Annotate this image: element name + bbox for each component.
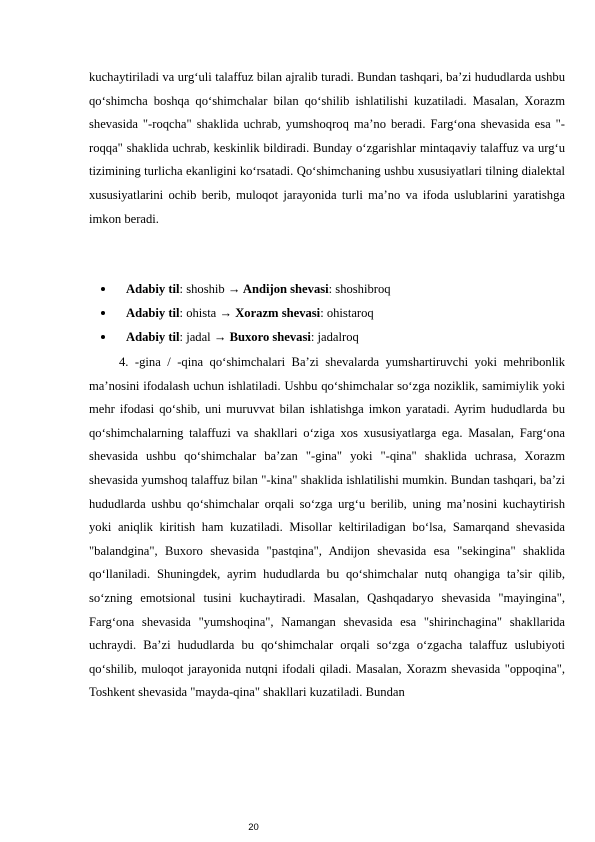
bullet-icon: [101, 287, 105, 291]
dialect-label: Buxoro shevasi: [229, 330, 311, 344]
literary-label: Adabiy til: [126, 330, 180, 344]
paragraph-2: 4. -gina / -qina qo‘shimchalari Ba’zi shevalarda yumshartiruvchi yoki mehribonlik ma’nosini ifodalash uchun ishlatiladi. Ushbu qo‘shimchalar so‘zga noziklik, samimiylik yoki mehr ifodasi qo‘shib, uni muruvvat bilan ishlatishga imkon yaratadi. Ayrim hududlarda bu qo‘shimchalarning talaffuzi va shakllari o‘ziga xos xususiyatlarga ega. Masalan, Farg‘ona shevasida ushbu qo‘shimchalar ba’zan "-gina" yoki "-qina" shaklida uchrasa, Xorazm shevasida yumshoq talaffuz bilan "-kina" shaklida ishlatilishi mumkin. Bundan tashqari, ba’zi hududlarda ushbu qo‘shimchalar orqali so‘zga urg‘u berilib, uning ma’nosini kuchaytirish yoki aniqlik kiritish ham kuzatiladi. Misollar keltiriladigan bo‘lsa, Samarqand shevasida "balandgina", Buxoro shevasida "pastqina", Andijon shevasida esa "sekingina" shaklida qo‘llaniladi. Shuningdek, ayrim hududlarda bu qo‘shimchalar nutq ohangiga ta’sir qilib, so‘zning emotsional tusini kuchaytiradi. Masalan, Qashqadaryo shevasida "mayingina", Farg‘ona shevasida "yumshoqina", Namangan shevasida esa "shirinchagina" shakllarida uchraydi. Ba’zi hududlarda bu qo‘shimchalar orqali so‘zga o‘zgacha talaffuz uslubiyoti qo‘shilib, muloqot jarayonida nutqni ifodali qiladi. Masalan, Xorazm shevasida "oppoqina", Toshkent shevasida "mayda-qina" shakllari kuzatiladi. Bundan: [89, 355, 565, 700]
literary-word: : ohista: [179, 306, 220, 320]
list-item: [89, 277, 565, 301]
bullet-icon: [101, 335, 105, 339]
dialect-word: : ohistaroq: [320, 306, 374, 320]
page-number: 20: [248, 822, 259, 833]
literary-word: : jadal: [179, 330, 214, 344]
dialect-word: : shoshibroq: [328, 282, 391, 296]
dialect-label: Xorazm shevasi: [235, 306, 321, 320]
arrow-icon: →: [213, 330, 230, 344]
arrow-icon: →: [227, 282, 243, 296]
literary-label: Adabiy til: [126, 282, 180, 296]
list-item: [89, 301, 565, 325]
example-list: [89, 277, 565, 349]
paragraph-1: kuchaytiriladi va urg‘uli talaffuz bilan ajralib turadi. Bundan tashqari, ba’zi hududlarda ushbu qo‘shimcha boshqa qo‘shimchalar bilan qo‘shilib ishlatilishi kuzatiladi. Masalan, Xorazm shevasida "-roqcha" shaklida uchrab, yumshoqroq ma’no beradi. Farg‘ona shevasida esa "-roqqa" shaklida uchrab, keskinlik bildiradi. Bunday o‘zgarishlar mintaqaviy talaffuz va urg‘u tizimining turlicha ekanligini ko‘rsatadi. Qo‘shimchaning ushbu xususiyatlari tilning dialektal xususiyatlarini ochib berib, muloqot jarayonida turli ma’no va ifoda uslublarini yaratishga imkon beradi.: [89, 70, 565, 226]
literary-label: Adabiy til: [126, 306, 180, 320]
list-item: [89, 325, 565, 349]
dialect-label: Andijon shevasi: [242, 282, 329, 296]
literary-word: : shoshib: [179, 282, 228, 296]
arrow-icon: →: [219, 306, 236, 320]
dialect-word: : jadalroq: [310, 330, 359, 344]
bullet-icon: [101, 311, 105, 315]
